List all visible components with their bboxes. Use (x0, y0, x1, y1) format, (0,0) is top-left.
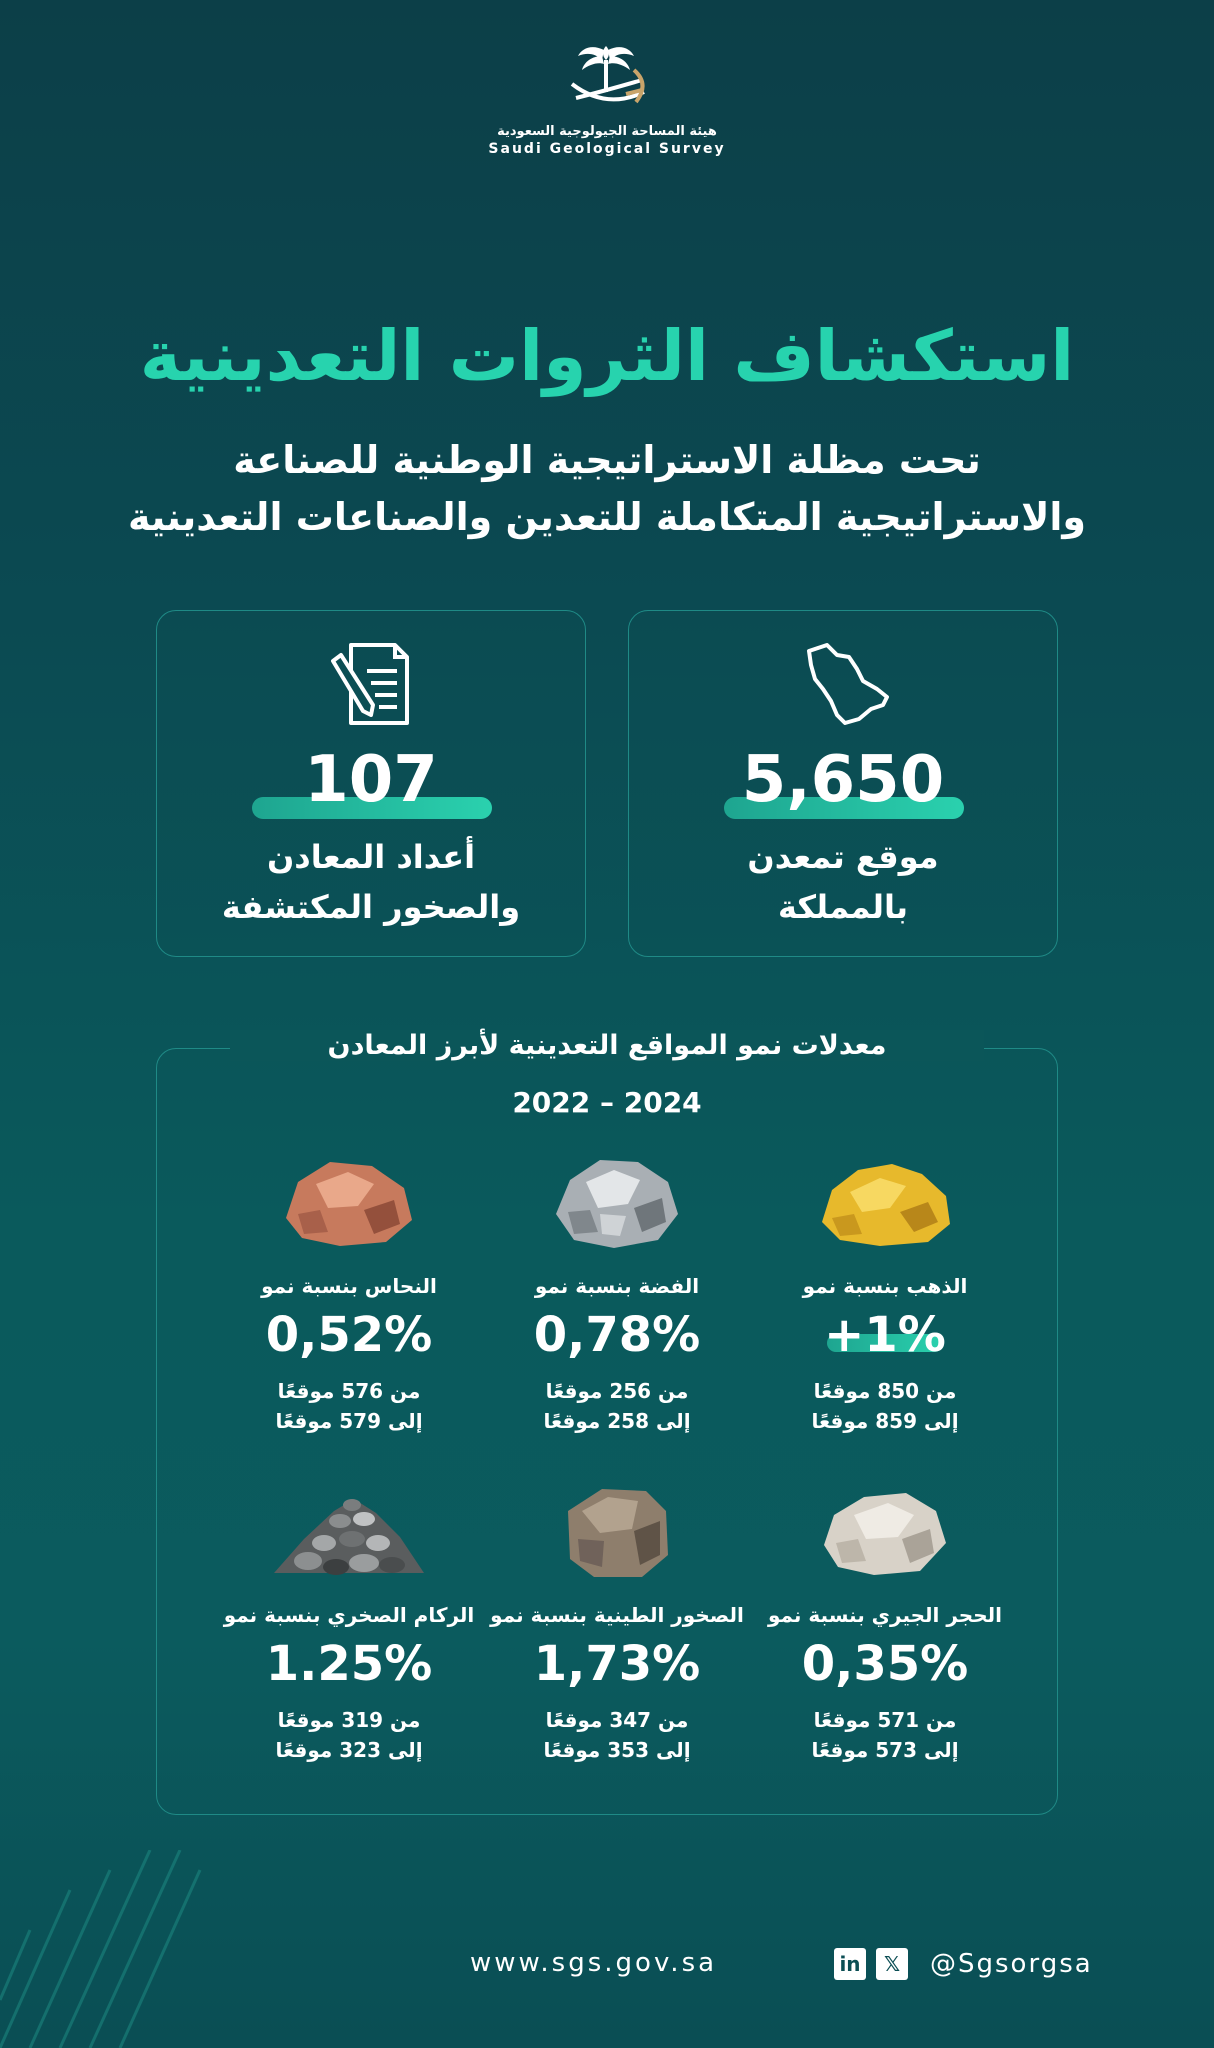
gravel-pile-icon (264, 1481, 434, 1581)
mineral-silver-name: الفضة بنسبة نمو (534, 1274, 700, 1298)
social-handle[interactable]: @Sgsorgsa (930, 1949, 1093, 1979)
minerals-label-line-1: أعداد المعادن (266, 838, 476, 876)
linkedin-icon[interactable]: in (834, 1948, 866, 1980)
mineral-copper-from: من 576 موقعًا (277, 1379, 421, 1403)
mineral-clay (483, 1481, 751, 1765)
subtitle-line-1: تحت مظلة الاستراتيجية الوطنية للصناعة (233, 438, 981, 482)
mineral-silver (483, 1152, 751, 1436)
website-link[interactable]: www.sgs.gov.sa (470, 1948, 718, 1978)
sites-label-line-2: بالمملكة (777, 887, 909, 926)
document-pen-icon (321, 639, 421, 729)
copper-nugget-icon (274, 1152, 424, 1252)
mineral-copper-to: إلى 579 موقعًا (275, 1409, 423, 1433)
sites-label (629, 833, 1057, 932)
mineral-limestone-pct: 0,35% (801, 1636, 969, 1692)
growth-years: 2022 – 2024 (512, 1086, 702, 1119)
mineral-gold-to: إلى 859 موقعًا (811, 1409, 959, 1433)
social-links (834, 1948, 1093, 1980)
minerals-label (157, 833, 585, 932)
mineral-limestone-name: الحجر الجيري بنسبة نمو (767, 1603, 1002, 1627)
mineral-gravel (215, 1481, 483, 1765)
mineral-limestone-from: من 571 موقعًا (813, 1708, 957, 1732)
sgs-logo (0, 40, 1214, 157)
minerals-label-line-2: والصخور المكتشفة (221, 887, 521, 926)
mineral-clay-to: إلى 353 موقعًا (543, 1738, 691, 1762)
mineral-gold-name: الذهب بنسبة نمو (802, 1274, 968, 1298)
palm-swords-logo-icon (552, 40, 662, 120)
mineral-copper-pct: 0,52% (265, 1307, 433, 1363)
mineral-clay-name: الصخور الطينية بنسبة نمو (490, 1603, 744, 1627)
stat-card-minerals (156, 610, 586, 957)
sites-label-line-1: موقع تمعدن (747, 838, 939, 876)
mineral-silver-from: من 256 موقعًا (545, 1379, 689, 1403)
mineral-copper-name: النحاس بنسبة نمو (261, 1274, 437, 1298)
gold-nugget-icon (810, 1152, 960, 1252)
mineral-limestone-to: إلى 573 موقعًا (811, 1738, 959, 1762)
saudi-map-icon (793, 639, 893, 729)
mineral-gold-from: من 850 موقعًا (813, 1379, 957, 1403)
decorative-lines (0, 1850, 260, 2048)
logo-name-en: Saudi Geological Survey (488, 141, 726, 157)
x-icon[interactable]: 𝕏 (876, 1948, 908, 1980)
mineral-gravel-from: من 319 موقعًا (277, 1708, 421, 1732)
mineral-gravel-pct: 1.25% (265, 1636, 433, 1692)
silver-nugget-icon (542, 1152, 692, 1252)
sites-value: 5,650 (741, 743, 945, 817)
mineral-clay-pct: 1,73% (533, 1636, 701, 1692)
limestone-rock-icon (810, 1481, 960, 1581)
stat-card-sites (628, 610, 1058, 957)
mineral-gold (751, 1152, 1019, 1436)
subtitle-line-2: والاستراتيجية المتكاملة للتعدين والصناعات التعدينية (127, 495, 1087, 539)
page-subtitle (100, 432, 1114, 546)
growth-title: معدلات نمو المواقع التعدينية لأبرز المعادن (230, 1030, 984, 1061)
logo-name-ar: هيئة المساحة الجيولوجية السعودية (497, 124, 717, 139)
minerals-value: 107 (304, 743, 438, 817)
page-title: استكشاف الثروات التعدينية (139, 315, 1075, 397)
mineral-silver-to: إلى 258 موقعًا (543, 1409, 691, 1433)
mineral-copper (215, 1152, 483, 1436)
mineral-silver-pct: 0,78% (533, 1307, 701, 1363)
mineral-gravel-to: إلى 323 موقعًا (275, 1738, 423, 1762)
mineral-gravel-name: الركام الصخري بنسبة نمو (223, 1603, 475, 1627)
mineral-gold-pct: +1% (824, 1307, 946, 1363)
mineral-limestone (751, 1481, 1019, 1765)
clay-rock-icon (542, 1481, 692, 1581)
mineral-clay-from: من 347 موقعًا (545, 1708, 689, 1732)
